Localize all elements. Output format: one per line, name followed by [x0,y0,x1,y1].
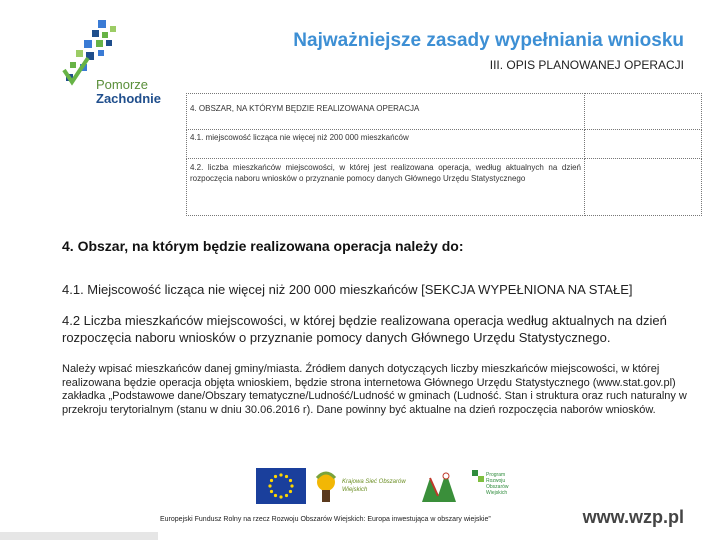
eu-flag-logo [256,468,306,504]
section-heading: 4. Obszar, na którym będzie realizowana operacja należy do: [62,238,464,254]
website-url[interactable]: www.wzp.pl [582,507,684,527]
form-excerpt-table [186,93,702,216]
form-row [187,130,702,159]
logo-line2: Zachodnie [96,91,162,106]
footer-gray-bar [0,532,158,540]
prow-emblem-icon [416,468,462,506]
form-row3-value [585,159,702,216]
page-title: Najważniejsze zasady wypełniania wniosku [293,30,684,51]
form-row [187,94,702,130]
form-row1-label: 4. OBSZAR, NA KTÓRYM BĘDZIE REALIZOWANA OPERACJA [187,94,585,130]
logo-line1: Pomorze [96,77,149,92]
program-logo [470,468,518,508]
prow-logo [416,468,462,506]
ksow-text: Krajowa Sieć Obszarów Wiejskich [342,479,406,493]
paragraph-4-2: 4.2 Liczba mieszkańców miejscowości, w której będzie realizowana operacja według aktualnych na dzień rozpoczęcia naboru wniosków o przyznanie pomocy danych Głównego Urzędu Statystycznego. [62,313,667,345]
page-subtitle: III. OPIS PLANOWANEJ OPERACJI [489,58,684,72]
ksow-logo [314,468,409,506]
eu-fund-note: Europejski Fundusz Rolny na rzecz Rozwoju Obszarów Wiejskich: Europa inwestująca w obszary wiejskie” [160,516,491,523]
program-text: Program Rozwoju Obszarów Wiejskich [486,472,509,496]
form-row3-label: 4.2. liczba mieszkańców miejscowości, w której jest realizowana operacja, według aktualnych na dzień rozpoczęcia naboru wniosków o przyznanie pomocy danych Głównego Urzędu Statystycznego [187,159,585,216]
instruction-note: Należy wpisać mieszkańców danej gminy/miasta. Źródłem danych dotyczących liczby mieszkańców miejscowości, w której realizowana będzie operacja objęta wnioskiem, będzie strona internetowa Głównego Urzędu Statystycznego (www.stat.gov.pl) zakładka „Podstawowe dane/Obszary tematyczne/Ludność/Ludność w gminach (Ludność. Stan i struktura oraz ruch naturalny w przekroju terytorialnym (stanu w dniu 30.06.2016 r). Dane powinny być aktualne na dzień rozpoczęcia naborów wniosków. [62,363,687,416]
form-row [187,159,702,216]
form-row1-value [585,94,702,130]
logo-text [96,78,161,106]
eu-stars-icon [256,468,306,504]
form-row2-value [585,130,702,159]
paragraph-4-1: 4.1. Miejscowość licząca nie więcej niż 200 000 mieszkańców [SEKCJA WYPEŁNIONA NA STAŁE] [62,282,633,297]
form-row2-label: 4.1. miejscowość licząca nie więcej niż 200 000 mieszkańców [187,130,585,159]
